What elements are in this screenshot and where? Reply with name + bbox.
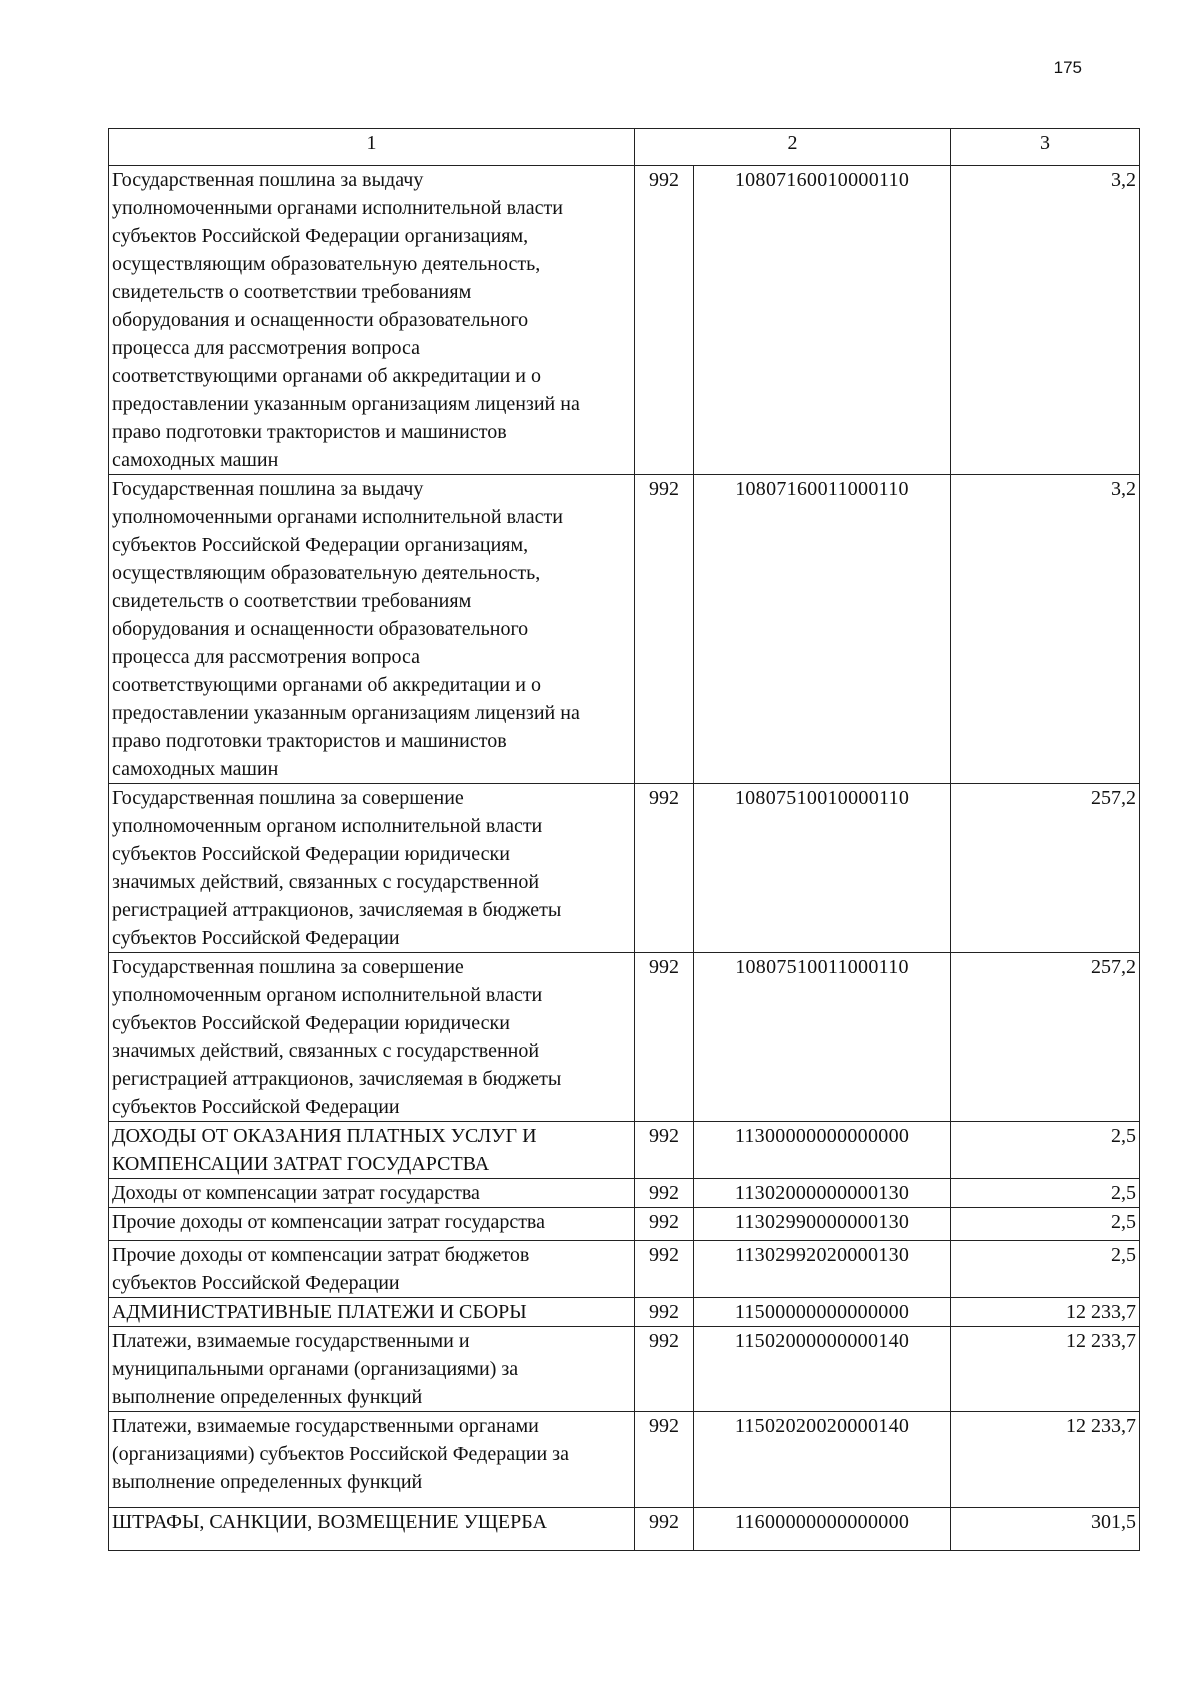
name-cell: Прочие доходы от компенсации затрат бюджетов субъектов Российской Федерации <box>109 1241 635 1298</box>
table-row <box>109 1179 1140 1208</box>
classification-code-cell: 11302990000000130 <box>694 1208 951 1241</box>
table-row <box>109 475 1140 784</box>
classification-code-cell: 11500000000000000 <box>694 1298 951 1327</box>
classification-code-cell: 11300000000000000 <box>694 1122 951 1179</box>
table-row <box>109 1508 1140 1551</box>
table-row <box>109 1122 1140 1179</box>
header-row <box>109 129 1140 166</box>
admin-code-cell: 992 <box>635 1179 694 1208</box>
table-row <box>109 1241 1140 1298</box>
admin-code-cell: 992 <box>635 784 694 953</box>
admin-code-cell: 992 <box>635 1327 694 1412</box>
amount-cell: 2,5 <box>951 1179 1140 1208</box>
table-row <box>109 1412 1140 1508</box>
admin-code-cell: 992 <box>635 1412 694 1508</box>
name-cell: Прочие доходы от компенсации затрат государства <box>109 1208 635 1241</box>
header-col-2: 2 <box>635 129 951 166</box>
table-row <box>109 1327 1140 1412</box>
admin-code-cell: 992 <box>635 475 694 784</box>
amount-cell: 3,2 <box>951 475 1140 784</box>
page-number: 175 <box>1053 58 1082 77</box>
header-col-1: 1 <box>109 129 635 166</box>
table-row <box>109 953 1140 1122</box>
table-row <box>109 1208 1140 1241</box>
amount-cell: 3,2 <box>951 166 1140 475</box>
header-col-3: 3 <box>951 129 1140 166</box>
classification-code-cell: 10807510011000110 <box>694 953 951 1122</box>
amount-cell: 12 233,7 <box>951 1327 1140 1412</box>
table-row <box>109 1298 1140 1327</box>
amount-cell: 257,2 <box>951 953 1140 1122</box>
amount-cell: 301,5 <box>951 1508 1140 1551</box>
name-cell: Платежи, взимаемые государственными и муниципальными органами (организациями) за выполнение определенных функций <box>109 1327 635 1412</box>
classification-code-cell: 11302992020000130 <box>694 1241 951 1298</box>
name-cell: Доходы от компенсации затрат государства <box>109 1179 635 1208</box>
name-cell: ШТРАФЫ, САНКЦИИ, ВОЗМЕЩЕНИЕ УЩЕРБА <box>109 1508 635 1551</box>
classification-code-cell: 11502000000000140 <box>694 1327 951 1412</box>
admin-code-cell: 992 <box>635 1208 694 1241</box>
revenue-table <box>108 128 1140 1551</box>
name-cell: ДОХОДЫ ОТ ОКАЗАНИЯ ПЛАТНЫХ УСЛУГ И КОМПЕНСАЦИИ ЗАТРАТ ГОСУДАРСТВА <box>109 1122 635 1179</box>
admin-code-cell: 992 <box>635 1241 694 1298</box>
name-cell: Платежи, взимаемые государственными органами (организациями) субъектов Российской Федерации за выполнение определенных функций <box>109 1412 635 1508</box>
table-row <box>109 784 1140 953</box>
amount-cell: 2,5 <box>951 1122 1140 1179</box>
name-cell: АДМИНИСТРАТИВНЫЕ ПЛАТЕЖИ И СБОРЫ <box>109 1298 635 1327</box>
admin-code-cell: 992 <box>635 166 694 475</box>
amount-cell: 12 233,7 <box>951 1412 1140 1508</box>
classification-code-cell: 10807160010000110 <box>694 166 951 475</box>
classification-code-cell: 11502020020000140 <box>694 1412 951 1508</box>
classification-code-cell: 11302000000000130 <box>694 1179 951 1208</box>
amount-cell: 2,5 <box>951 1241 1140 1298</box>
admin-code-cell: 992 <box>635 1122 694 1179</box>
admin-code-cell: 992 <box>635 1508 694 1551</box>
name-cell: Государственная пошлина за выдачу уполномоченными органами исполнительной власти субъектов Российской Федерации организациям, осуществляющим образовательную деятельность, свидетельств о соответствии требованиям оборудования и оснащенности образовательного процесса для рассмотрения вопроса соответствующими органами об аккредитации и о предоставлении указанным организациям лицензий на право подготовки трактористов и машинистов самоходных машин <box>109 166 635 475</box>
amount-cell: 2,5 <box>951 1208 1140 1241</box>
classification-code-cell: 10807160011000110 <box>694 475 951 784</box>
table-row <box>109 166 1140 475</box>
amount-cell: 12 233,7 <box>951 1298 1140 1327</box>
admin-code-cell: 992 <box>635 953 694 1122</box>
classification-code-cell: 11600000000000000 <box>694 1508 951 1551</box>
classification-code-cell: 10807510010000110 <box>694 784 951 953</box>
name-cell: Государственная пошлина за совершение уполномоченным органом исполнительной власти субъектов Российской Федерации юридически значимых действий, связанных с государственной регистрацией аттракционов, зачисляемая в бюджеты субъектов Российской Федерации <box>109 784 635 953</box>
amount-cell: 257,2 <box>951 784 1140 953</box>
admin-code-cell: 992 <box>635 1298 694 1327</box>
name-cell: Государственная пошлина за совершение уполномоченным органом исполнительной власти субъектов Российской Федерации юридически значимых действий, связанных с государственной регистрацией аттракционов, зачисляемая в бюджеты субъектов Российской Федерации <box>109 953 635 1122</box>
name-cell: Государственная пошлина за выдачу уполномоченными органами исполнительной власти субъектов Российской Федерации организациям, осуществляющим образовательную деятельность, свидетельств о соответствии требованиям оборудования и оснащенности образовательного процесса для рассмотрения вопроса соответствующими органами об аккредитации и о предоставлении указанным организациям лицензий на право подготовки трактористов и машинистов самоходных машин <box>109 475 635 784</box>
